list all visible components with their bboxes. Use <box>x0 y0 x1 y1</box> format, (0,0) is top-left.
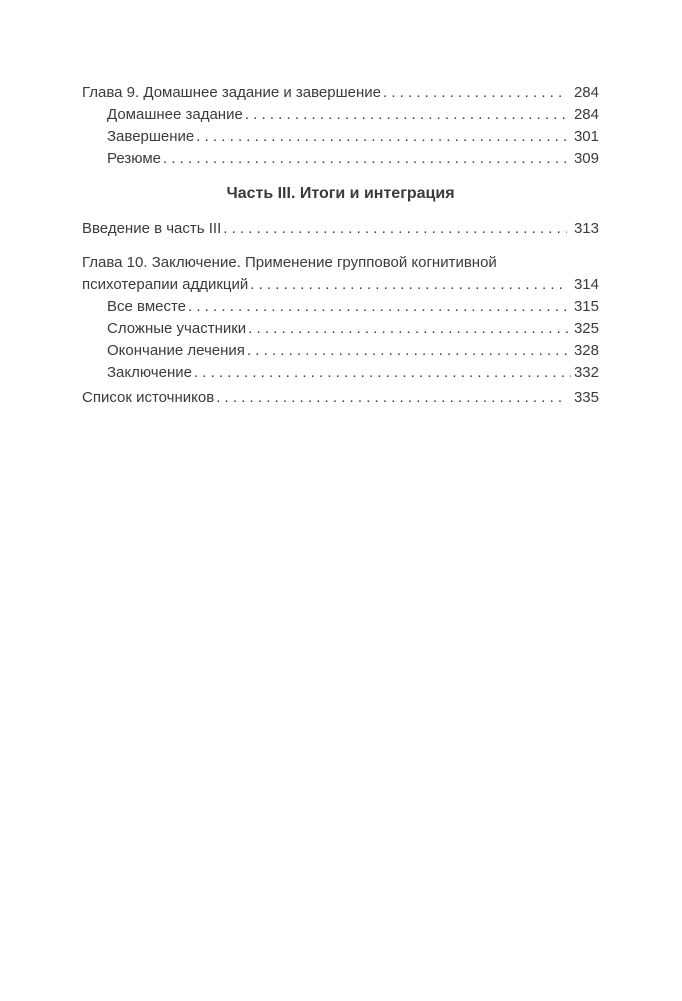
toc-entry <box>82 126 599 148</box>
toc-entry-title: Окончание лечения <box>107 342 245 359</box>
toc-entry-page: 309 <box>573 150 599 167</box>
toc-entry-title: Резюме <box>107 150 161 167</box>
dot-leader <box>245 104 571 126</box>
dot-leader <box>248 318 571 340</box>
toc-entry-title: Список источников <box>82 389 215 406</box>
toc-entry <box>82 148 599 170</box>
dot-leader <box>194 362 571 384</box>
toc-entry <box>82 387 599 409</box>
toc-entry-title: Глава 9. Домашнее задание и завершение <box>82 84 381 101</box>
toc-entry-title: Сложные участники <box>107 320 247 337</box>
dot-leader <box>216 387 567 409</box>
toc-entry <box>82 318 599 340</box>
part-heading: Часть III. Итоги и интеграция <box>226 185 455 202</box>
toc-entry-page: 325 <box>573 320 599 337</box>
dot-leader <box>383 82 567 104</box>
toc-entry-page: 332 <box>573 364 599 381</box>
toc-entry-page: 335 <box>573 389 599 406</box>
toc-entry-page: 314 <box>573 276 599 293</box>
toc-entry-page: 284 <box>573 84 599 101</box>
dot-leader <box>250 274 567 296</box>
toc-entry <box>82 340 599 362</box>
toc-entry-title: Глава 10. Заключение. Применение групповой когнитивной <box>82 254 497 271</box>
toc-entry <box>82 362 599 384</box>
toc-entry <box>82 252 599 274</box>
toc-entry-title: Все вместе <box>107 298 187 315</box>
toc-entry-page: 328 <box>573 342 599 359</box>
toc-entry-title: психотерапии аддикций <box>82 276 249 293</box>
dot-leader <box>188 296 571 318</box>
toc-entry <box>82 296 599 318</box>
toc-entry-page: 301 <box>573 128 599 145</box>
dot-leader <box>223 218 567 240</box>
toc-entry-wrap-line <box>82 274 599 296</box>
toc-entry <box>82 82 599 104</box>
dot-leader <box>196 126 571 148</box>
dot-leader <box>163 148 571 170</box>
toc-entry-title: Завершение <box>107 128 195 145</box>
toc-entry-title: Заключение <box>107 364 192 381</box>
toc-entry <box>82 218 599 240</box>
toc-entry-page: 315 <box>573 298 599 315</box>
toc-entry-title: Введение в часть III <box>82 220 222 237</box>
toc-entry-page: 284 <box>573 106 599 123</box>
table-of-contents <box>82 82 599 409</box>
toc-entry-page: 313 <box>573 220 599 237</box>
dot-leader <box>247 340 571 362</box>
toc-entry-title: Домашнее задание <box>107 106 243 123</box>
toc-entry <box>82 104 599 126</box>
